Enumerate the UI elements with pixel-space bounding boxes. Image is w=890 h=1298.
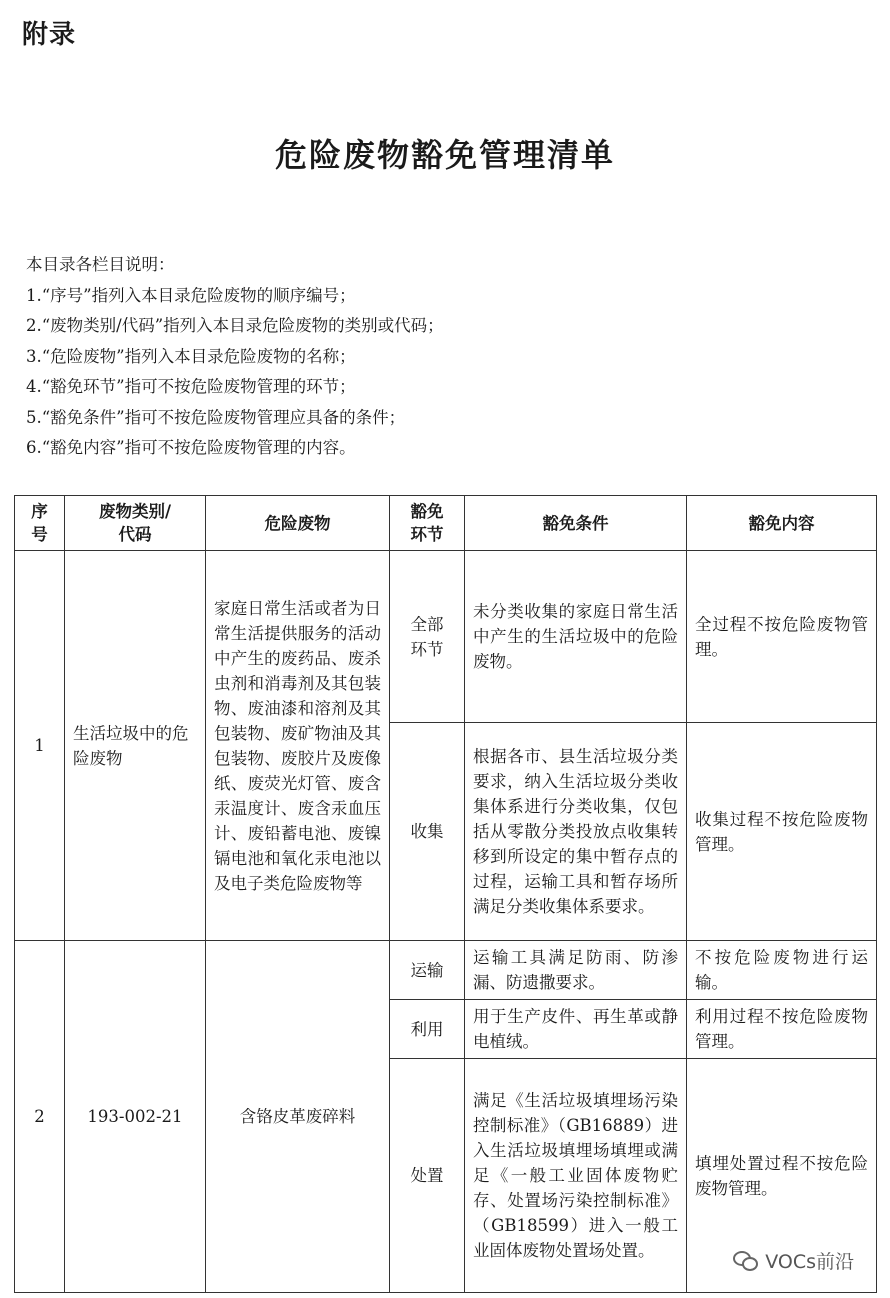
row-condition: 未分类收集的家庭日常生活中产生的生活垃圾中的危险废物。: [465, 551, 687, 723]
row-waste: 家庭日常生活或者为日常生活提供服务的活动中产生的废药品、废杀虫剂和消毒剂及其包装物、废油漆和溶剂及其包装物、废矿物油及其包装物、废胶片及废像纸、废荧光灯管、废含汞温度计、废含汞血压计、废铅蓄电池、废镍镉电池和氧化汞电池以及电子类危险废物等: [206, 551, 390, 941]
table-row: [15, 551, 877, 723]
row-stage-text: 全部 环节: [410, 614, 444, 659]
row-condition: 用于生产皮件、再生革或静电植绒。: [465, 1000, 687, 1059]
header-stage: [390, 496, 465, 551]
header-seq: [15, 496, 65, 551]
row-stage: 处置: [390, 1059, 465, 1293]
header-condition: 豁免条件: [465, 496, 687, 551]
row-content: 收集过程不按危险废物管理。: [687, 723, 877, 941]
table-header-row: [15, 496, 877, 551]
header-seq-text: 序 号: [31, 502, 48, 544]
note-item: 5.“豁免条件”指可不按危险废物管理应具备的条件；: [26, 407, 406, 427]
watermark-text: VOCs前沿: [765, 1251, 854, 1273]
row-condition: 满足《生活垃圾填埋场污染控制标准》（GB16889）进入生活垃圾填埋场填埋或满足《一般工业固体废物贮存、处置场污染控制标准》（GB18599）进入一般工业固体废物处置场处置。: [465, 1059, 687, 1293]
note-item: 4.“豁免环节”指可不按危险废物管理的环节；: [26, 377, 356, 396]
row-content: 填埋处置过程不按危险废物管理。: [687, 1059, 877, 1293]
row-stage: 收集: [390, 723, 465, 941]
notes-section: [26, 250, 444, 464]
row-waste: 含铬皮革废碎料: [206, 941, 390, 1293]
row-seq: 2: [15, 941, 65, 1293]
header-content: 豁免内容: [687, 496, 877, 551]
table-row: [15, 941, 877, 1000]
row-condition: 根据各市、县生活垃圾分类要求，纳入生活垃圾分类收集体系进行分类收集，仅包括从零散分类投放点收集转移到所设定的集中暂存点的过程，运输工具和暂存场所满足分类收集体系要求。: [465, 723, 687, 941]
row-stage: 运输: [390, 941, 465, 1000]
row-condition: 运输工具满足防雨、防渗漏、防遗撒要求。: [465, 941, 687, 1000]
row-content: 利用过程不按危险废物管理。: [687, 1000, 877, 1059]
row-stage: [390, 551, 465, 723]
row-content: 全过程不按危险废物管理。: [687, 551, 877, 723]
exemption-table: [14, 495, 877, 1293]
row-stage: 利用: [390, 1000, 465, 1059]
note-item: 1.“序号”指列入本目录危险废物的顺序编号；: [26, 285, 356, 305]
header-stage-text: 豁免 环节: [410, 502, 444, 544]
row-category: 193-002-21: [65, 941, 206, 1293]
header-category-text: 废物类别/ 代码: [98, 502, 172, 544]
row-seq: 1: [15, 551, 65, 941]
notes-intro: 本目录各栏目说明：: [26, 255, 175, 274]
note-item: 2.“废物类别/代码”指列入本目录危险废物的类别或代码；: [26, 316, 444, 335]
appendix-label: 附录: [22, 20, 77, 50]
wechat-icon: [733, 1251, 759, 1271]
header-waste: 危险废物: [206, 496, 390, 551]
note-item: 3.“危险废物”指列入本目录危险废物的名称；: [26, 346, 356, 366]
note-item: 6.“豁免内容”指可不按危险废物管理的内容。: [26, 438, 356, 457]
header-category: [65, 496, 206, 551]
row-content: 不按危险废物进行运输。: [687, 941, 877, 1000]
row-category: 生活垃圾中的危险废物: [65, 551, 206, 941]
watermark: [733, 1247, 854, 1274]
page-title: 危险废物豁免管理清单: [274, 136, 615, 174]
